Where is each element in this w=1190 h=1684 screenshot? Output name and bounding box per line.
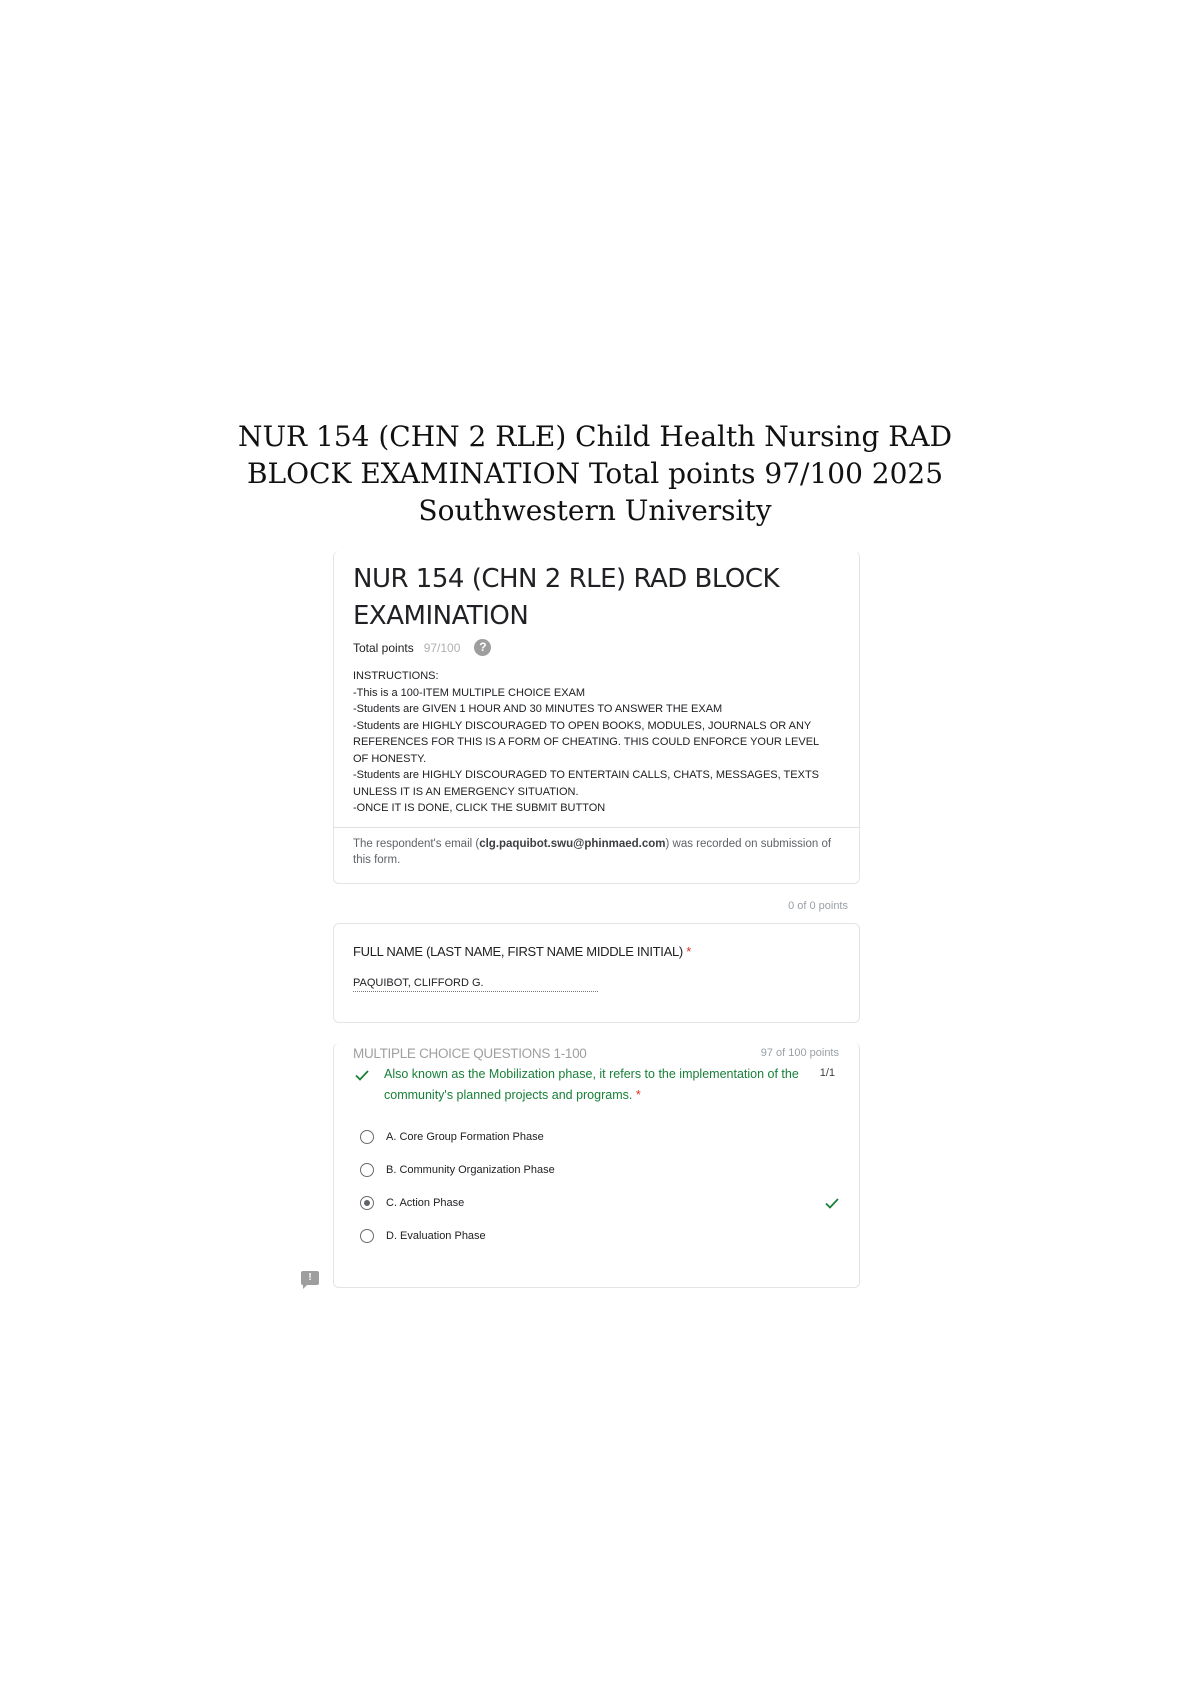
full-name-answer: PAQUIBOT, CLIFFORD G. <box>353 977 598 992</box>
total-points-value: 97/100 <box>423 640 461 655</box>
instruction-line: -Students are GIVEN 1 HOUR AND 30 MINUTES TO ANSWER THE EXAM <box>353 703 723 715</box>
radio-button[interactable] <box>360 1130 374 1144</box>
radio-button[interactable] <box>360 1229 374 1243</box>
section-title: MULTIPLE CHOICE QUESTIONS 1-100 <box>353 1046 587 1061</box>
question-label: FULL NAME (LAST NAME, FIRST NAME MIDDLE INITIAL) <box>353 944 683 959</box>
email-note <box>353 836 833 868</box>
option-a[interactable] <box>360 1127 840 1147</box>
radio-button[interactable] <box>360 1163 374 1177</box>
instruction-line: INSTRUCTIONS: <box>353 670 439 682</box>
option-label: B. Community Organization Phase <box>386 1164 555 1176</box>
help-icon[interactable]: ? <box>474 639 491 656</box>
option-d[interactable] <box>360 1226 840 1246</box>
full-name-card <box>333 923 860 1023</box>
correct-check-icon <box>824 1195 840 1211</box>
instruction-line: -Students are HIGHLY DISCOURAGED TO ENTERTAIN CALLS, CHATS, MESSAGES, TEXTS UNLESS IT IS AN EMERGENCY SITUATION. <box>353 769 820 798</box>
option-b[interactable] <box>360 1160 840 1180</box>
section-points: 0 of 0 points <box>788 900 848 912</box>
instruction-line: -This is a 100-ITEM MULTIPLE CHOICE EXAM <box>353 686 586 699</box>
option-c[interactable] <box>360 1193 840 1213</box>
divider <box>334 827 859 828</box>
option-label: C. Action Phase <box>386 1197 465 1209</box>
required-mark: * <box>686 944 691 959</box>
option-label: D. Evaluation Phase <box>386 1230 486 1242</box>
question-text-body: Also known as the Mobilization phase, it refers to the implementation of the community's planned projects and programs. <box>384 1067 799 1102</box>
email-note-suffix: ) was recorded on submission of this form. <box>353 838 832 866</box>
question-score: 1/1 <box>819 1067 835 1079</box>
required-mark: * <box>635 1088 641 1102</box>
option-label: A. Core Group Formation Phase <box>386 1131 544 1143</box>
email-note-prefix: The respondent's email ( <box>353 838 480 850</box>
form-title: NUR 154 (CHN 2 RLE) RAD BLOCK EXAMINATION <box>353 564 780 631</box>
instructions <box>353 668 833 817</box>
instruction-line: -Students are HIGHLY DISCOURAGED TO OPEN BOOKS, MODULES, JOURNALS OR ANY REFERENCES FOR THIS IS A FORM OF CHEATING. THIS COULD ENFORCE YOUR LEVEL OF HONESTY. <box>353 719 819 765</box>
section-score: 97 of 100 points <box>760 1047 839 1059</box>
form-header-card <box>333 551 860 884</box>
total-points-label: Total points <box>353 640 414 655</box>
respondent-email: clg.paquibot.swu@phinmaed.com <box>479 838 666 850</box>
question-text <box>384 1064 814 1106</box>
correct-check-icon <box>354 1067 370 1083</box>
multiple-choice-card <box>333 1043 860 1288</box>
instruction-line: -ONCE IT IS DONE, CLICK THE SUBMIT BUTTON <box>353 802 606 814</box>
document-title: NUR 154 (CHN 2 RLE) Child Health Nursing RAD BLOCK EXAMINATION Total points 97/100 2025 Southwestern University <box>237 420 953 527</box>
total-points-row <box>353 639 491 656</box>
full-name-question <box>353 944 691 959</box>
feedback-icon[interactable]: ! <box>301 1271 319 1285</box>
radio-button-selected[interactable] <box>360 1196 374 1210</box>
